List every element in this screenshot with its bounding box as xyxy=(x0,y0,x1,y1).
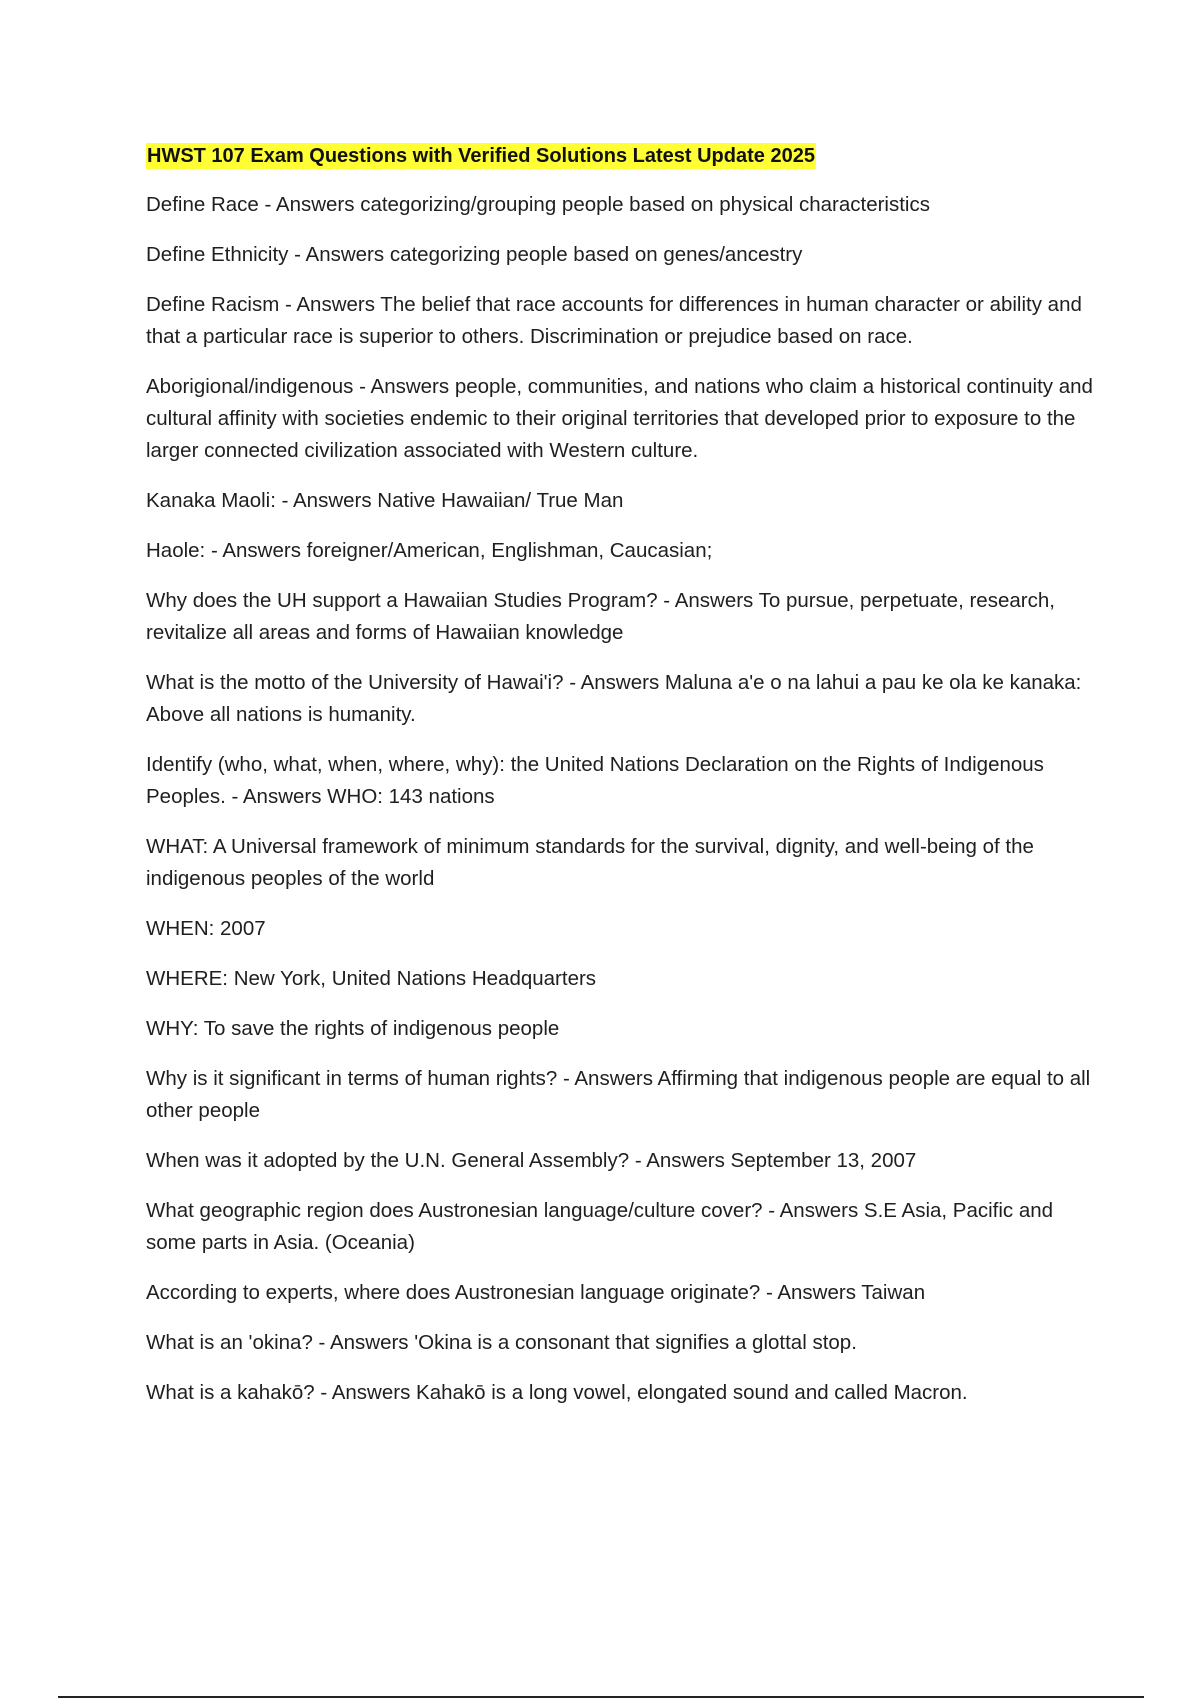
qa-entry-undrip-who: Identify (who, what, when, where, why): the United Nations Declaration on the Rights of Indigenous Peoples. - Answers WHO: 143 nations xyxy=(146,753,1044,808)
qa-entry-kanaka-maoli: Kanaka Maoli: - Answers Native Hawaiian/ True Man xyxy=(146,489,624,512)
qa-entry-human-rights: Why is it significant in terms of human rights? - Answers Affirming that indigenous people are equal to all other people xyxy=(146,1067,1091,1122)
qa-entry-hawaiian-studies: Why does the UH support a Hawaiian Studies Program? - Answers To pursue, perpetuate, research, revitalize all areas and forms of Hawaiian knowledge xyxy=(146,589,1055,644)
qa-entry-undrip-where: WHERE: New York, United Nations Headquarters xyxy=(146,967,597,990)
qa-entry-uh-motto: What is the motto of the University of Hawai'i? - Answers Maluna a'e o na lahui a pau ke ola ke kanaka: Above all nations is humanity. xyxy=(146,671,1082,726)
qa-entry-undrip-when: WHEN: 2007 xyxy=(146,917,266,940)
qa-entry-austronesian-region: What geographic region does Austronesian language/culture cover? - Answers S.E Asia, Pacific and some parts in Asia. (Oceania) xyxy=(146,1199,1054,1254)
qa-entry-indigenous: Aborigional/indigenous - Answers people, communities, and nations who claim a historical continuity and cultural affinity with societies endemic to their original territories that developed prior to exposure to the larger connected civilization associated with Western culture. xyxy=(146,375,1093,462)
qa-entry-adoption-date: When was it adopted by the U.N. General Assembly? - Answers September 13, 2007 xyxy=(146,1149,917,1172)
qa-entry-racism: Define Racism - Answers The belief that race accounts for differences in human character or ability and that a particular race is superior to others. Discrimination or prejudice based on race. xyxy=(146,293,1082,348)
qa-entry-ethnicity: Define Ethnicity - Answers categorizing people based on genes/ancestry xyxy=(146,243,803,266)
qa-entry-okina: What is an 'okina? - Answers 'Okina is a consonant that signifies a glottal stop. xyxy=(146,1331,857,1354)
qa-entry-kahako: What is a kahakō? - Answers Kahakō is a long vowel, elongated sound and called Macron. xyxy=(146,1381,968,1404)
qa-entry-haole: Haole: - Answers foreigner/American, Englishman, Caucasian; xyxy=(146,539,713,562)
document-body xyxy=(146,143,1096,1427)
document-title: HWST 107 Exam Questions with Verified Solutions Latest Update 2025 xyxy=(147,145,815,167)
footer-divider xyxy=(58,1696,1144,1698)
qa-entry-undrip-what: WHAT: A Universal framework of minimum standards for the survival, dignity, and well-being of the indigenous peoples of the world xyxy=(146,835,1034,890)
qa-entry-race: Define Race - Answers categorizing/grouping people based on physical characteristics xyxy=(146,193,930,216)
qa-entry-undrip-why: WHY: To save the rights of indigenous people xyxy=(146,1017,560,1040)
qa-entry-austronesian-origin: According to experts, where does Austronesian language originate? - Answers Taiwan xyxy=(146,1281,926,1304)
